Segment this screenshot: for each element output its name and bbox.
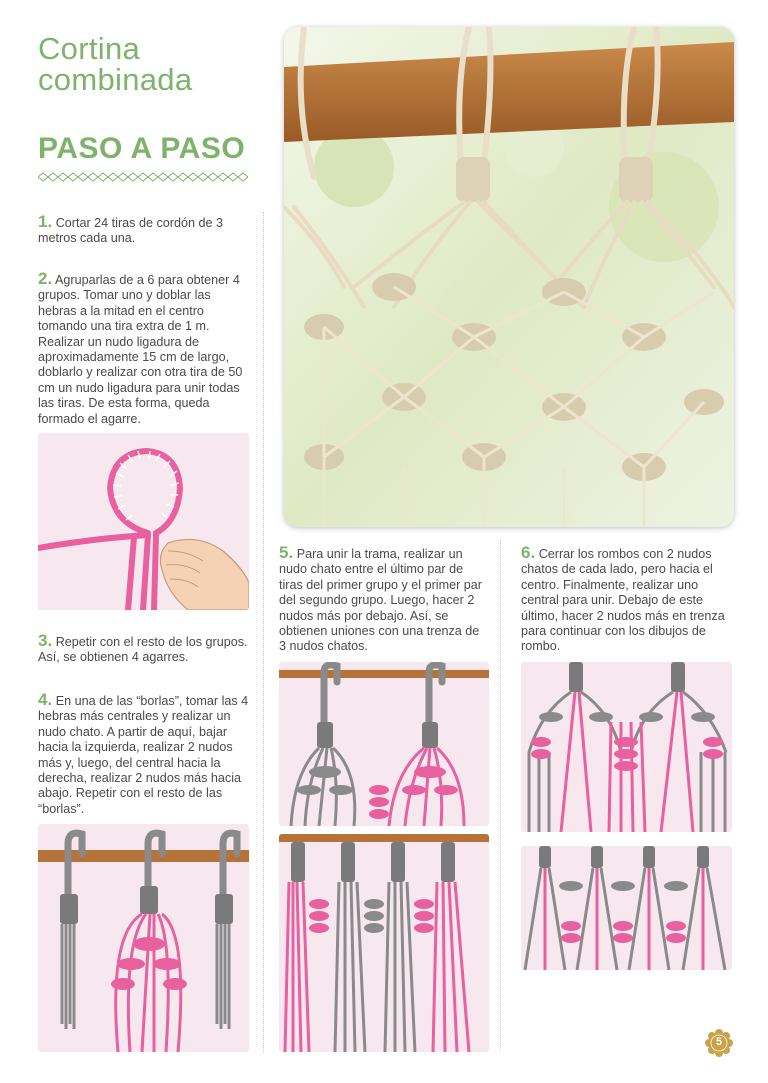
title-line-1: Cortina: [38, 31, 141, 66]
page-number: 5: [715, 1036, 723, 1048]
step-5-text: Para unir la trama, realizar un nudo chato entre el último par de tiras del primer grupo y el primer par del segundo grupo. Luego, hacer 2 nudos más por debajo. Así, se obtienen uniones con una trenza de 3 nudos chatos.: [279, 547, 482, 654]
step-2-text: Agruparlas de a 6 para obtener 4 grupos. Tomar uno y doblar las hebras a la mitad en el centro tomando una tira extra de 1 m. Realizar un nudo ligadura de aproximadamente 15 cm de largo, doblarlo y realizar con otra tira de 50 cm un nudo ligadura para unir todas las tiras. De esta forma, queda formado el agarre.: [38, 273, 243, 426]
step-3-number: 3.: [38, 631, 53, 650]
step-4: [38, 692, 250, 817]
step-6-illustration-bottom: [521, 846, 732, 970]
step-5: [279, 545, 489, 655]
column-separator: [263, 212, 264, 1052]
step-5-number: 5.: [279, 543, 294, 562]
step-2: [38, 271, 250, 427]
section-subtitle: PASO A PASO: [38, 132, 246, 165]
step-1-number: 1.: [38, 212, 53, 231]
step-5-illustration-top: [279, 662, 489, 826]
step-4-text: En una de las “borlas”, tomar las 4 hebras más centrales y realizar un nudo chato. A partir de aquí, bajar hacia la izquierda, realizar 2 nudos más y, luego, del central hacia la derecha, realizar 2 nudos más hacia abajo. Repetir con el resto de las “borlas”.: [38, 694, 249, 816]
step-2-illustration: [38, 433, 249, 610]
step-2-number: 2.: [38, 269, 53, 288]
page-title: [38, 33, 192, 95]
step-3: [38, 633, 250, 666]
step-4-number: 4.: [38, 690, 53, 709]
macrame-curtain-photo: [284, 27, 734, 527]
decorative-divider: [38, 172, 248, 182]
page-number-badge: [705, 1029, 733, 1057]
step-4-illustration: [38, 824, 249, 1052]
step-3-text: Repetir con el resto de los grupos. Así, se obtienen 4 agarres.: [38, 635, 248, 665]
step-6: [521, 545, 736, 655]
step-6-illustration-top: [521, 662, 732, 832]
column-separator: [500, 540, 501, 1050]
step-1-text: Cortar 24 tiras de cordón de 3 metros cada una.: [38, 216, 223, 246]
step-6-text: Cerrar los rombos con 2 nudos chatos de cada lado, pero hacia el centro. Finalmente, realizar uno central para unir. Debajo de este último, hacer 2 nudos más en trenza para continuar con los dibujos de rombo.: [521, 547, 725, 654]
step-5-illustration-bottom: [279, 834, 489, 1052]
step-1: [38, 214, 250, 247]
step-6-number: 6.: [521, 543, 536, 562]
title-line-2: combinada: [38, 62, 193, 97]
